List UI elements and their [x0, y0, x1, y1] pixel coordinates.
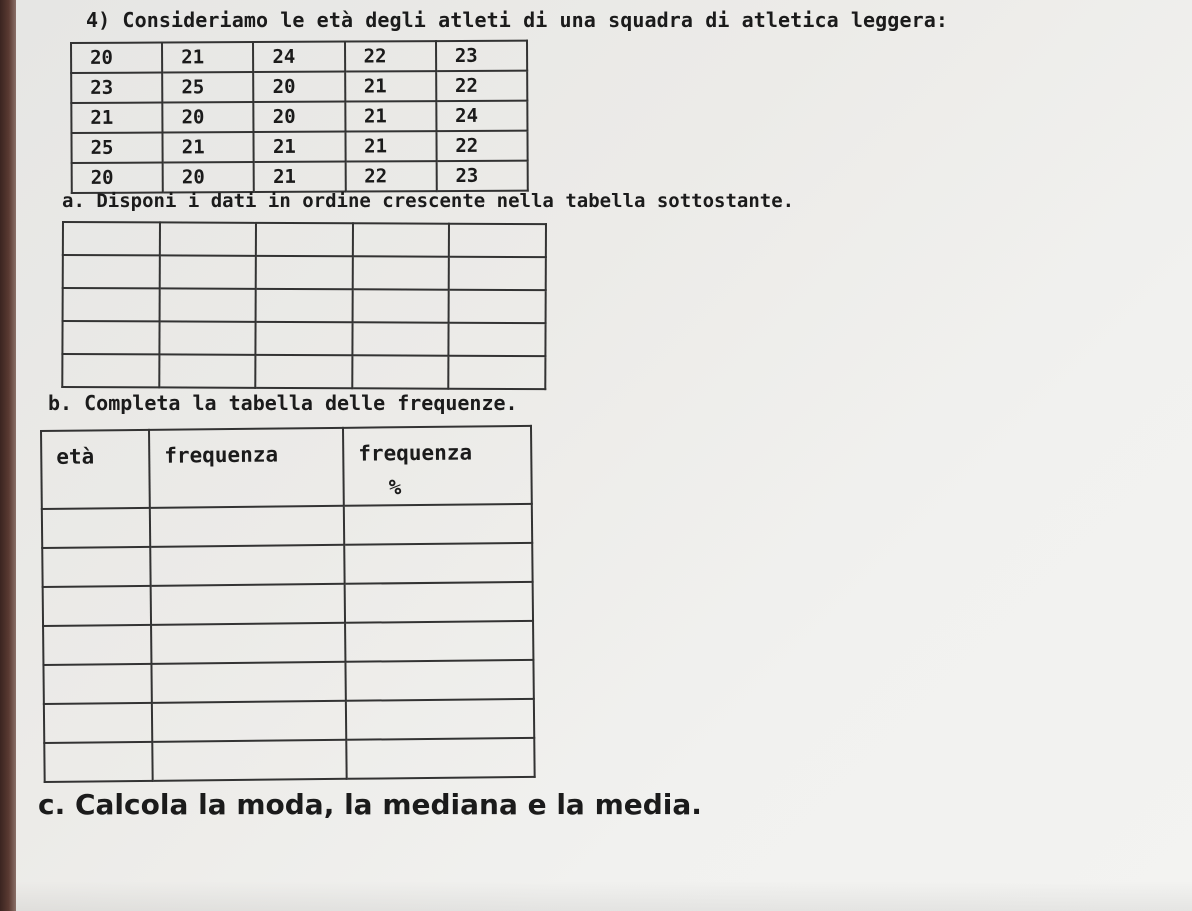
empty-answer-cell[interactable]	[344, 543, 532, 584]
table-cell: 20	[254, 102, 345, 132]
part-c-instruction: c. Calcola la moda, la mediana e la media.	[38, 788, 702, 821]
empty-answer-cell[interactable]	[62, 354, 159, 387]
empty-answer-cell[interactable]	[345, 660, 533, 701]
table-cell: 24	[253, 42, 344, 72]
table-cell: 23	[436, 41, 527, 71]
part-b-instruction: b. Completa la tabella delle frequenze.	[48, 391, 518, 415]
table-cell: 24	[436, 101, 527, 131]
empty-answer-cell[interactable]	[449, 224, 546, 257]
empty-answer-cell[interactable]	[152, 701, 346, 742]
table-row	[71, 71, 527, 103]
header-age	[41, 430, 150, 509]
table-cell: 25	[162, 72, 253, 102]
frequency-table	[40, 425, 536, 783]
table-cell: 20	[71, 43, 162, 73]
empty-answer-cell[interactable]	[63, 288, 160, 321]
empty-answer-cell[interactable]	[352, 355, 449, 388]
empty-answer-cell[interactable]	[352, 289, 449, 322]
table-cell: 20	[163, 162, 254, 192]
page-shadow	[16, 881, 1192, 911]
empty-answer-cell[interactable]	[63, 255, 160, 288]
table-row	[72, 161, 528, 193]
table-cell: 21	[71, 103, 162, 133]
table-row	[71, 101, 527, 133]
table-row	[63, 255, 546, 290]
header-percent-frequency	[343, 426, 532, 506]
empty-answer-cell[interactable]	[159, 222, 256, 255]
table-cell: 23	[436, 161, 527, 191]
empty-answer-cell[interactable]	[159, 255, 256, 288]
empty-answer-cell[interactable]	[159, 321, 256, 354]
empty-answer-cell[interactable]	[44, 742, 152, 782]
table-row	[42, 543, 532, 587]
empty-answer-cell[interactable]	[42, 547, 150, 587]
table-cell: 22	[345, 41, 436, 71]
table-row	[42, 504, 532, 548]
header-frequency-label: frequenza	[164, 442, 279, 468]
empty-answer-cell[interactable]	[150, 545, 344, 586]
empty-answer-cell[interactable]	[63, 222, 160, 255]
empty-answer-cell[interactable]	[151, 623, 345, 664]
empty-answer-cell[interactable]	[159, 354, 256, 387]
table-cell: 21	[345, 131, 436, 161]
header-percent-frequency-label: frequenza	[358, 440, 473, 466]
empty-answer-cell[interactable]	[449, 356, 546, 389]
sorted-data-table	[61, 221, 547, 390]
empty-answer-cell[interactable]	[43, 664, 151, 704]
empty-answer-cell[interactable]	[159, 288, 256, 321]
empty-answer-cell[interactable]	[345, 621, 533, 662]
empty-answer-cell[interactable]	[150, 506, 344, 547]
table-cell: 21	[345, 101, 436, 131]
empty-answer-cell[interactable]	[151, 584, 345, 625]
header-age-label: età	[56, 444, 95, 469]
table-row	[62, 321, 545, 356]
empty-answer-cell[interactable]	[353, 223, 450, 256]
table-cell: 21	[254, 132, 345, 162]
table-row	[44, 699, 534, 743]
empty-answer-cell[interactable]	[256, 289, 353, 322]
table-header-row	[41, 426, 532, 509]
table-row	[71, 131, 527, 163]
empty-answer-cell[interactable]	[449, 257, 546, 290]
empty-answer-cell[interactable]	[344, 504, 532, 545]
table-cell: 20	[163, 102, 254, 132]
table-row	[71, 41, 527, 73]
table-cell: 21	[345, 71, 436, 101]
table-row	[44, 738, 534, 782]
table-cell: 21	[254, 162, 345, 192]
table-row	[63, 288, 546, 323]
table-cell: 23	[71, 73, 162, 103]
table-cell: 22	[345, 161, 436, 191]
empty-answer-cell[interactable]	[256, 322, 353, 355]
empty-answer-cell[interactable]	[256, 223, 353, 256]
empty-answer-cell[interactable]	[345, 582, 533, 623]
table-row	[63, 222, 546, 257]
table-cell: 20	[254, 72, 345, 102]
percent-symbol: %	[388, 475, 402, 500]
empty-answer-cell[interactable]	[43, 625, 151, 665]
empty-answer-cell[interactable]	[42, 508, 150, 548]
empty-answer-cell[interactable]	[352, 322, 449, 355]
table-cell: 22	[436, 71, 527, 101]
empty-answer-cell[interactable]	[256, 256, 353, 289]
empty-answer-cell[interactable]	[151, 662, 345, 703]
empty-answer-cell[interactable]	[152, 740, 346, 781]
table-row	[43, 582, 533, 626]
header-frequency	[149, 428, 344, 508]
ages-data-table	[70, 40, 529, 194]
page-edge	[0, 0, 16, 911]
table-cell: 20	[72, 163, 163, 193]
empty-answer-cell[interactable]	[346, 699, 534, 740]
table-cell: 25	[71, 133, 162, 163]
table-row	[43, 621, 533, 665]
empty-answer-cell[interactable]	[62, 321, 159, 354]
part-a-instruction: a. Disponi i dati in ordine crescente nella tabella sottostante.	[62, 190, 795, 212]
table-cell: 21	[163, 132, 254, 162]
empty-answer-cell[interactable]	[255, 355, 352, 388]
empty-answer-cell[interactable]	[449, 323, 546, 356]
table-cell: 22	[436, 131, 527, 161]
empty-answer-cell[interactable]	[44, 703, 152, 743]
table-cell: 21	[162, 42, 253, 72]
empty-answer-cell[interactable]	[346, 738, 534, 779]
exercise-title: 4) Consideriamo le età degli atleti di una squadra di atletica leggera:	[86, 8, 949, 32]
empty-answer-cell[interactable]	[449, 290, 546, 323]
empty-answer-cell[interactable]	[43, 586, 151, 626]
table-row	[43, 660, 533, 704]
empty-answer-cell[interactable]	[352, 256, 449, 289]
table-row	[62, 354, 545, 389]
